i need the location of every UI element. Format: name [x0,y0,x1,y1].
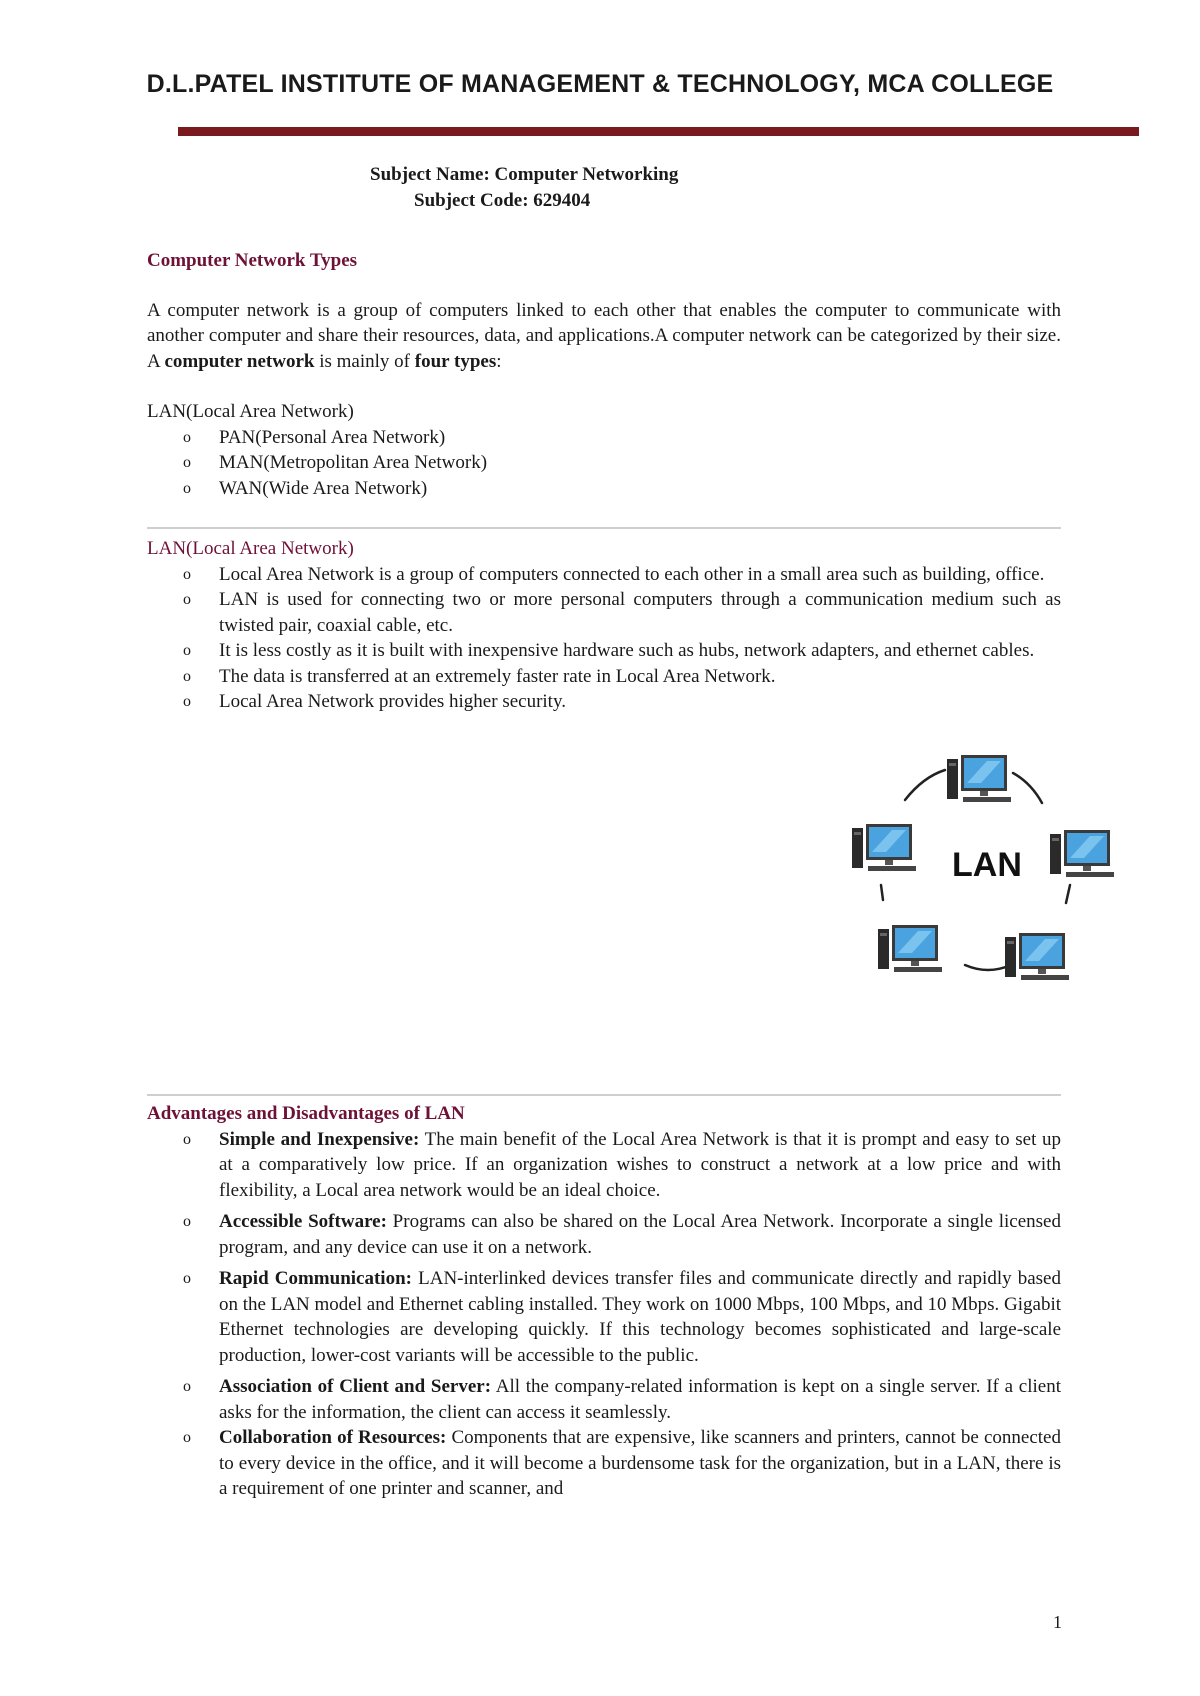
list-item: o Collaboration of Resources: Components that are expensive, like scanners and printers, cannot be connected to every device in the office, and it will become a burdensome task for the organization, but in a LAN, there is a requirement of one printer and scanner, and [183,1427,1061,1499]
lan-list [147,562,1061,715]
computer-icon [1005,933,1069,980]
list-item: o Rapid Communication: LAN-interlinked devices transfer files and communicate directly and rapidly based on the LAN model and Ethernet cabling installed. They work on 1000 Mbps, 100 Mbps, and 10 Mbps. Gigabit Ethernet technologies are developing quickly. If this technology becomes sophisticated and large-scale production, lower-cost variants will be accessible to the public. [183,1268,1061,1366]
advantages-list [147,1127,1061,1502]
subject-code: Subject Code: 629404 [414,190,591,211]
list-item: o It is less costly as it is built with inexpensive hardware such as hubs, network adapters, and ethernet cables. [183,640,1035,661]
computer-icon [878,925,942,972]
section-divider [147,527,1061,529]
types-list [147,425,1061,502]
lan-section [147,536,1061,715]
list-item: o Simple and Inexpensive: The main benefit of the Local Area Network is that it is prompt and easy to set up at a comparatively low price. If an organization wishes to construct a network at a low price and with flexibility, a Local area network would be an ideal choice. [183,1128,1061,1201]
advantages-heading: Advantages and Disadvantages of LAN [147,1103,465,1124]
computer-icon [1050,830,1114,877]
lan-diagram-label: LAN [952,846,1022,884]
list-item: o Local Area Network is a group of computers connected to each other in a small area such as building, office. [183,563,1045,585]
computer-icon [947,755,1011,802]
institute-title: D.L.PATEL INSTITUTE OF MANAGEMENT & TECHNOLOGY, MCA COLLEGE [146,70,1054,98]
types-section [147,248,1061,501]
lan-diagram [845,745,1135,985]
page-number: 1 [1053,1612,1062,1632]
list-item: o LAN is used for connecting two or more personal computers through a communication medium such as twisted pair, coaxial cable, etc. [183,589,1061,636]
list-item: o WAN(Wide Area Network) [183,477,428,499]
list-item: o PAN(Personal Area Network) [183,426,446,448]
section-divider [147,1094,1061,1096]
types-paragraph: A computer network is a group of computers linked to each other that enables the computer to communicate with another computer and share their resources, data, and applications.A computer network can be categorized by their size. A computer network is mainly of four types: [147,299,1061,372]
types-list-first: LAN(Local Area Network) [147,401,354,422]
list-item: o Accessible Software: Programs can also be shared on the Local Area Network. Incorporate a single licensed program, and any device can use it on a network. [183,1211,1061,1258]
lan-heading: LAN(Local Area Network) [147,538,354,559]
list-item: o The data is transferred at an extremely faster rate in Local Area Network. [183,665,776,687]
list-item: o Association of Client and Server: All the company-related information is kept on a single server. If a client asks for the information, the client can access it seamlessly. [183,1376,1061,1423]
types-heading: Computer Network Types [147,250,358,271]
header-rule [178,127,1139,136]
list-item: o Local Area Network provides higher security. [183,691,566,712]
advantages-section [147,1101,1061,1502]
computer-icon [852,824,916,871]
list-item: o MAN(Metropolitan Area Network) [183,452,488,473]
subject-name: Subject Name: Computer Networking [370,164,679,185]
